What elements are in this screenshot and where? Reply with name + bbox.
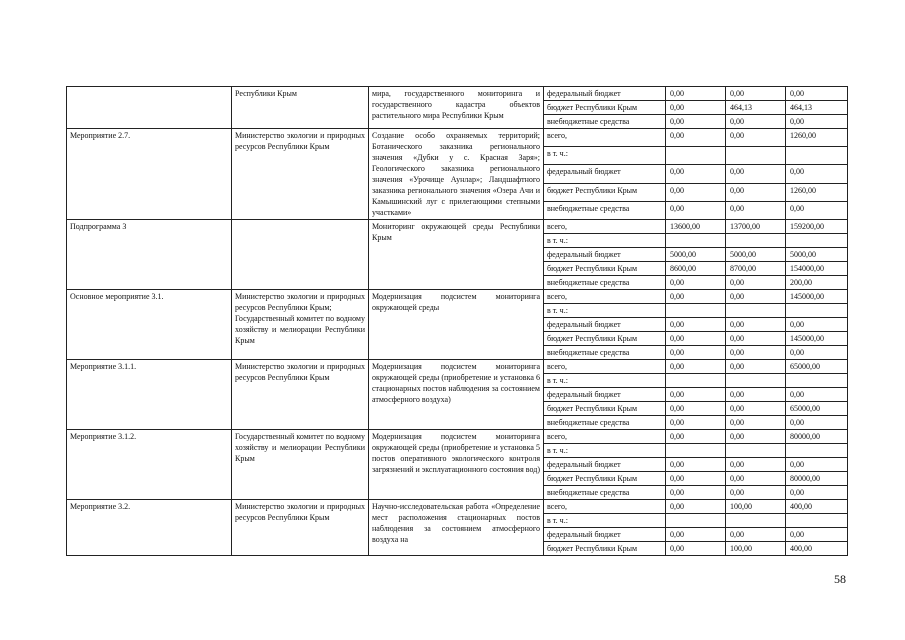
measure-name-cell: [67, 87, 232, 129]
value-cell: 0,00: [726, 486, 786, 500]
funding-source-cell: всего,: [544, 500, 666, 514]
value-cell: 0,00: [786, 318, 848, 332]
value-cell: 0,00: [726, 165, 786, 183]
value-cell: 0,00: [726, 416, 786, 430]
value-cell: [786, 374, 848, 388]
value-cell: 80000,00: [786, 472, 848, 486]
measure-name-cell: Мероприятие 2.7.: [67, 129, 232, 220]
executor-cell: Министерство экологии и природных ресурсов Республики Крым: [232, 500, 369, 556]
value-cell: [786, 304, 848, 318]
funding-source-cell: внебюджетные средства: [544, 115, 666, 129]
value-cell: [666, 304, 726, 318]
value-cell: 0,00: [666, 430, 726, 444]
value-cell: 0,00: [666, 360, 726, 374]
page-number: 58: [834, 572, 846, 586]
value-cell: 200,00: [786, 276, 848, 290]
funding-source-cell: федеральный бюджет: [544, 458, 666, 472]
funding-source-cell: бюджет Республики Крым: [544, 183, 666, 201]
description-cell: Модернизация подсистем мониторинга окружающей среды: [369, 290, 544, 360]
funding-source-cell: внебюджетные средства: [544, 276, 666, 290]
funding-source-cell: федеральный бюджет: [544, 165, 666, 183]
value-cell: 0,00: [726, 472, 786, 486]
value-cell: [726, 514, 786, 528]
value-cell: [786, 234, 848, 248]
table-row: [67, 290, 848, 304]
description-cell: Научно-исследовательская работа «Определение мест расположения стационарных постов наблюдения за состоянием атмосферного воздуха на: [369, 500, 544, 556]
value-cell: 145000,00: [786, 290, 848, 304]
funding-source-cell: федеральный бюджет: [544, 248, 666, 262]
value-cell: 0,00: [786, 388, 848, 402]
value-cell: 0,00: [786, 416, 848, 430]
description-cell: Мониторинг окружающей среды Республики Крым: [369, 220, 544, 290]
description-cell: Создание особо охраняемых территорий; Ботанического заказника регионального значения «Дубки у с. Красная Заря»; Геологического заказника регионального значения «Урочище Аунлар»; Ландшафтного заказника регионального значения «Озера Ачи и Камышинский луг с прилегающими степными участками»: [369, 129, 544, 220]
value-cell: 0,00: [786, 346, 848, 360]
value-cell: 0,00: [726, 318, 786, 332]
funding-source-cell: федеральный бюджет: [544, 318, 666, 332]
value-cell: [726, 234, 786, 248]
value-cell: 0,00: [666, 528, 726, 542]
funding-source-cell: федеральный бюджет: [544, 388, 666, 402]
value-cell: 0,00: [666, 500, 726, 514]
funding-source-cell: в т. ч.:: [544, 234, 666, 248]
value-cell: 0,00: [666, 486, 726, 500]
table-row: [67, 360, 848, 374]
description-cell: мира, государственного мониторинга и государственного кадастра объектов растительного мира Республики Крым: [369, 87, 544, 129]
value-cell: 0,00: [666, 115, 726, 129]
value-cell: 464,13: [726, 101, 786, 115]
value-cell: [666, 374, 726, 388]
measure-name-cell: Мероприятие 3.1.1.: [67, 360, 232, 430]
value-cell: 159200,00: [786, 220, 848, 234]
value-cell: 5000,00: [786, 248, 848, 262]
value-cell: 0,00: [666, 290, 726, 304]
value-cell: 0,00: [666, 416, 726, 430]
funding-source-cell: всего,: [544, 129, 666, 147]
funding-source-cell: бюджет Республики Крым: [544, 402, 666, 416]
value-cell: 0,00: [726, 87, 786, 101]
value-cell: [666, 514, 726, 528]
funding-source-cell: бюджет Республики Крым: [544, 472, 666, 486]
funding-source-cell: бюджет Республики Крым: [544, 101, 666, 115]
value-cell: 0,00: [666, 542, 726, 556]
funding-source-cell: всего,: [544, 220, 666, 234]
executor-cell: Государственный комитет по водному хозяйству и мелиорации Республики Крым: [232, 430, 369, 500]
funding-source-cell: внебюджетные средства: [544, 416, 666, 430]
funding-source-cell: в т. ч.:: [544, 374, 666, 388]
value-cell: 0,00: [666, 101, 726, 115]
funding-source-cell: бюджет Республики Крым: [544, 542, 666, 556]
funding-source-cell: в т. ч.:: [544, 304, 666, 318]
value-cell: 0,00: [726, 183, 786, 201]
value-cell: 8700,00: [726, 262, 786, 276]
funding-source-cell: внебюджетные средства: [544, 486, 666, 500]
value-cell: 0,00: [666, 458, 726, 472]
funding-source-cell: всего,: [544, 290, 666, 304]
value-cell: 0,00: [726, 458, 786, 472]
value-cell: 100,00: [726, 500, 786, 514]
table-row: [67, 220, 848, 234]
value-cell: 0,00: [666, 276, 726, 290]
value-cell: [786, 444, 848, 458]
value-cell: 0,00: [786, 528, 848, 542]
value-cell: [666, 234, 726, 248]
budget-table: [66, 86, 848, 556]
value-cell: 0,00: [666, 87, 726, 101]
value-cell: 65000,00: [786, 360, 848, 374]
value-cell: 0,00: [666, 472, 726, 486]
value-cell: 0,00: [726, 290, 786, 304]
table-body: [67, 87, 848, 556]
measure-name-cell: Основное мероприятие 3.1.: [67, 290, 232, 360]
value-cell: [666, 444, 726, 458]
funding-source-cell: всего,: [544, 430, 666, 444]
executor-cell: [232, 220, 369, 290]
value-cell: 0,00: [726, 129, 786, 147]
value-cell: 65000,00: [786, 402, 848, 416]
value-cell: 0,00: [726, 115, 786, 129]
value-cell: [666, 147, 726, 165]
table-row: [67, 500, 848, 514]
value-cell: 0,00: [726, 402, 786, 416]
value-cell: [726, 147, 786, 165]
value-cell: 400,00: [786, 500, 848, 514]
value-cell: 464,13: [786, 101, 848, 115]
value-cell: 0,00: [786, 201, 848, 219]
value-cell: 154000,00: [786, 262, 848, 276]
value-cell: 0,00: [726, 346, 786, 360]
table-row: [67, 129, 848, 147]
funding-source-cell: всего,: [544, 360, 666, 374]
value-cell: 0,00: [726, 430, 786, 444]
funding-source-cell: в т. ч.:: [544, 444, 666, 458]
value-cell: 100,00: [726, 542, 786, 556]
description-cell: Модернизация подсистем мониторинга окружающей среды (приобретение и установка 6 стационарных постов наблюдения за состоянием атмосферного воздуха): [369, 360, 544, 430]
measure-name-cell: Подпрограмма 3: [67, 220, 232, 290]
value-cell: 1260,00: [786, 183, 848, 201]
value-cell: 0,00: [666, 402, 726, 416]
executor-cell: Республики Крым: [232, 87, 369, 129]
value-cell: [726, 374, 786, 388]
description-cell: Модернизация подсистем мониторинга окружающей среды (приобретение и установка 5 постов оперативного экологического контроля загрязнений и эксплуатационного состояния вод): [369, 430, 544, 500]
value-cell: 0,00: [786, 486, 848, 500]
value-cell: 0,00: [726, 360, 786, 374]
value-cell: 0,00: [786, 87, 848, 101]
value-cell: 8600,00: [666, 262, 726, 276]
measure-name-cell: Мероприятие 3.1.2.: [67, 430, 232, 500]
executor-cell: Министерство экологии и природных ресурсов Республики Крым; Государственный комитет по водному хозяйству и мелиорации Республики Крым: [232, 290, 369, 360]
value-cell: 0,00: [726, 388, 786, 402]
funding-source-cell: федеральный бюджет: [544, 87, 666, 101]
value-cell: [726, 304, 786, 318]
table-row: [67, 87, 848, 101]
measure-name-cell: Мероприятие 3.2.: [67, 500, 232, 556]
executor-cell: Министерство экологии и природных ресурсов Республики Крым: [232, 360, 369, 430]
value-cell: 0,00: [666, 165, 726, 183]
value-cell: 0,00: [726, 332, 786, 346]
value-cell: 80000,00: [786, 430, 848, 444]
funding-source-cell: в т. ч.:: [544, 147, 666, 165]
value-cell: 0,00: [666, 183, 726, 201]
value-cell: 145000,00: [786, 332, 848, 346]
value-cell: 13700,00: [726, 220, 786, 234]
value-cell: 0,00: [666, 388, 726, 402]
funding-source-cell: внебюджетные средства: [544, 346, 666, 360]
value-cell: 400,00: [786, 542, 848, 556]
value-cell: 0,00: [786, 458, 848, 472]
value-cell: 0,00: [726, 201, 786, 219]
value-cell: 0,00: [666, 346, 726, 360]
value-cell: 0,00: [726, 276, 786, 290]
value-cell: 0,00: [666, 318, 726, 332]
funding-source-cell: внебюджетные средства: [544, 201, 666, 219]
funding-source-cell: бюджет Республики Крым: [544, 332, 666, 346]
value-cell: 13600,00: [666, 220, 726, 234]
value-cell: 1260,00: [786, 129, 848, 147]
value-cell: 0,00: [786, 165, 848, 183]
value-cell: 5000,00: [666, 248, 726, 262]
executor-cell: Министерство экологии и природных ресурсов Республики Крым: [232, 129, 369, 220]
value-cell: 0,00: [666, 201, 726, 219]
table-row: [67, 430, 848, 444]
value-cell: 0,00: [726, 528, 786, 542]
funding-source-cell: в т. ч.:: [544, 514, 666, 528]
value-cell: [786, 514, 848, 528]
value-cell: 0,00: [666, 332, 726, 346]
value-cell: 0,00: [666, 129, 726, 147]
value-cell: 0,00: [786, 115, 848, 129]
funding-source-cell: федеральный бюджет: [544, 528, 666, 542]
value-cell: [786, 147, 848, 165]
value-cell: 5000,00: [726, 248, 786, 262]
funding-source-cell: бюджет Республики Крым: [544, 262, 666, 276]
value-cell: [726, 444, 786, 458]
